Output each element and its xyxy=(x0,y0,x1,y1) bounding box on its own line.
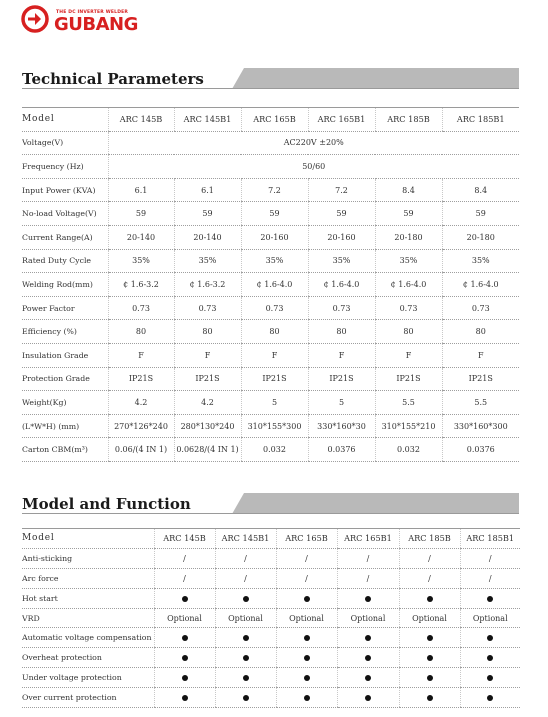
model-column-header: ARC 185B1 xyxy=(442,108,519,132)
row-label: Insulation Grade xyxy=(22,343,108,367)
feature-cell xyxy=(154,668,215,688)
value-cell: 0.73 xyxy=(308,296,375,320)
filled-dot-icon xyxy=(427,596,433,602)
row-label: No-load Voltage(V) xyxy=(22,202,108,226)
value-cell: 4.2 xyxy=(174,391,241,415)
feature-cell xyxy=(154,648,215,668)
feature-cell: Optional xyxy=(399,608,460,628)
technical-parameters-table xyxy=(22,107,519,462)
feature-cell xyxy=(460,588,520,608)
value-cell: F xyxy=(174,343,241,367)
value-cell: ¢ 1.6-4.0 xyxy=(442,273,519,297)
value-cell: F xyxy=(375,343,442,367)
value-cell: 4.2 xyxy=(108,391,174,415)
row-label: Under voltage protection xyxy=(22,668,154,688)
row-label: Protection Grade xyxy=(22,367,108,391)
feature-cell xyxy=(460,668,520,688)
value-cell: 8.4 xyxy=(442,178,519,202)
value-cell: F xyxy=(108,343,174,367)
value-cell: 35% xyxy=(174,249,241,273)
value-cell: 7.2 xyxy=(241,178,308,202)
feature-cell: Optional xyxy=(460,608,520,628)
feature-cell xyxy=(460,628,520,648)
feature-cell xyxy=(337,668,399,688)
row-label: Automatic voltage compensation xyxy=(22,628,154,648)
value-cell: 330*160*30 xyxy=(308,414,375,438)
feature-cell: / xyxy=(337,568,399,588)
value-cell: 0.0376 xyxy=(442,438,519,462)
value-cell: 35% xyxy=(241,249,308,273)
row-label: (L*W*H) (mm) xyxy=(22,414,108,438)
feature-cell xyxy=(215,688,276,708)
feature-cell: / xyxy=(399,548,460,568)
feature-cell: Optional xyxy=(337,608,399,628)
row-label: Welding Rod(mm) xyxy=(22,273,108,297)
model-column-header: ARC 165B xyxy=(276,529,337,549)
value-cell: 20-140 xyxy=(108,225,174,249)
gubang-logo-icon xyxy=(20,4,50,34)
table-row xyxy=(22,131,519,155)
value-cell: 20-180 xyxy=(375,225,442,249)
filled-dot-icon xyxy=(365,675,371,681)
value-cell: ¢ 1.6-4.0 xyxy=(241,273,308,297)
value-cell: F xyxy=(308,343,375,367)
filled-dot-icon xyxy=(243,596,249,602)
filled-dot-icon xyxy=(487,695,493,701)
value-cell: 80 xyxy=(442,320,519,344)
row-label: Input Power (KVA) xyxy=(22,178,108,202)
feature-cell: / xyxy=(460,548,520,568)
header-accent-bar xyxy=(232,68,519,89)
brand-logo xyxy=(20,4,160,38)
value-cell: ¢ 1.6-4.0 xyxy=(375,273,442,297)
value-cell: 80 xyxy=(308,320,375,344)
value-cell: 5 xyxy=(241,391,308,415)
value-cell: 0.032 xyxy=(375,438,442,462)
value-cell: 20-140 xyxy=(174,225,241,249)
table-header-row xyxy=(22,529,520,549)
row-label: Rated Duty Cycle xyxy=(22,249,108,273)
feature-cell xyxy=(276,588,337,608)
row-label: Weight(Kg) xyxy=(22,391,108,415)
row-label: Over current protection xyxy=(22,688,154,708)
filled-dot-icon xyxy=(487,655,493,661)
row-label: Current Range(A) xyxy=(22,225,108,249)
value-cell: 280*130*240 xyxy=(174,414,241,438)
feature-cell: / xyxy=(399,568,460,588)
filled-dot-icon xyxy=(427,675,433,681)
feature-cell xyxy=(276,628,337,648)
value-cell: IP21S xyxy=(241,367,308,391)
model-column-header: ARC 165B1 xyxy=(337,529,399,549)
value-cell: 59 xyxy=(442,202,519,226)
section-title: Model and Function xyxy=(22,495,191,513)
feature-cell xyxy=(215,668,276,688)
value-cell: 35% xyxy=(375,249,442,273)
brand-tagline: THE DC INVERTER WELDER xyxy=(56,10,129,15)
value-cell: 80 xyxy=(375,320,442,344)
feature-cell xyxy=(337,628,399,648)
row-label: Anti-sticking xyxy=(22,548,154,568)
table-row xyxy=(22,391,519,415)
row-label: Overheat protection xyxy=(22,648,154,668)
value-cell: 20-160 xyxy=(241,225,308,249)
feature-cell xyxy=(460,688,520,708)
table-row xyxy=(22,414,519,438)
table-row xyxy=(22,225,519,249)
table-row xyxy=(22,367,519,391)
table-row xyxy=(22,648,520,668)
feature-cell xyxy=(460,648,520,668)
model-function-table xyxy=(22,528,520,708)
feature-cell: / xyxy=(215,548,276,568)
feature-cell xyxy=(399,628,460,648)
filled-dot-icon xyxy=(243,635,249,641)
filled-dot-icon xyxy=(427,695,433,701)
row-label: Carton CBM(m³) xyxy=(22,438,108,462)
filled-dot-icon xyxy=(304,695,310,701)
filled-dot-icon xyxy=(427,655,433,661)
table-row xyxy=(22,155,519,179)
value-cell: 35% xyxy=(108,249,174,273)
table-row xyxy=(22,202,519,226)
header-accent-bar xyxy=(232,493,519,514)
feature-cell: Optional xyxy=(154,608,215,628)
table-row xyxy=(22,178,519,202)
value-cell: 270*126*240 xyxy=(108,414,174,438)
value-cell: 20-160 xyxy=(308,225,375,249)
feature-cell: / xyxy=(215,568,276,588)
value-cell: 20-180 xyxy=(442,225,519,249)
value-cell: 5 xyxy=(308,391,375,415)
value-cell: 0.06/(4 IN 1) xyxy=(108,438,174,462)
model-column-header: ARC 165B xyxy=(241,108,308,132)
value-cell: ¢ 1.6-3.2 xyxy=(174,273,241,297)
feature-cell xyxy=(399,648,460,668)
filled-dot-icon xyxy=(243,675,249,681)
row-label: Power Factor xyxy=(22,296,108,320)
value-cell: IP21S xyxy=(375,367,442,391)
table-row xyxy=(22,608,520,628)
row-label: Efficiency (%) xyxy=(22,320,108,344)
feature-cell xyxy=(337,648,399,668)
value-cell: 59 xyxy=(241,202,308,226)
feature-cell xyxy=(276,688,337,708)
row-label: Hot start xyxy=(22,588,154,608)
feature-cell: / xyxy=(460,568,520,588)
value-cell: 35% xyxy=(442,249,519,273)
value-cell: 0.73 xyxy=(241,296,308,320)
table-row xyxy=(22,568,520,588)
value-cell: 59 xyxy=(375,202,442,226)
feature-cell xyxy=(154,628,215,648)
feature-cell: / xyxy=(154,568,215,588)
table-row xyxy=(22,548,520,568)
value-cell: 35% xyxy=(308,249,375,273)
value-cell: F xyxy=(241,343,308,367)
merged-value-cell: AC220V ±20% xyxy=(108,131,519,155)
feature-cell xyxy=(276,668,337,688)
filled-dot-icon xyxy=(365,655,371,661)
filled-dot-icon xyxy=(427,635,433,641)
header-rule xyxy=(22,513,519,514)
filled-dot-icon xyxy=(182,695,188,701)
value-cell: 59 xyxy=(308,202,375,226)
value-cell: 6.1 xyxy=(174,178,241,202)
feature-cell xyxy=(215,648,276,668)
value-cell: 0.73 xyxy=(108,296,174,320)
table-row xyxy=(22,628,520,648)
value-cell: 0.0628/(4 IN 1) xyxy=(174,438,241,462)
value-cell: 8.4 xyxy=(375,178,442,202)
table-row xyxy=(22,688,520,708)
section-title: Technical Parameters xyxy=(22,70,204,88)
model-column-header: ARC 165B1 xyxy=(308,108,375,132)
feature-cell: Optional xyxy=(276,608,337,628)
table-row xyxy=(22,273,519,297)
filled-dot-icon xyxy=(487,596,493,602)
table-header-row xyxy=(22,108,519,132)
brand-name: GUBANG xyxy=(54,14,138,35)
value-cell: 80 xyxy=(174,320,241,344)
value-cell: IP21S xyxy=(442,367,519,391)
model-column-header: ARC 145B1 xyxy=(174,108,241,132)
feature-cell: / xyxy=(154,548,215,568)
value-cell: 310*155*210 xyxy=(375,414,442,438)
value-cell: 5.5 xyxy=(375,391,442,415)
header-label: Model xyxy=(22,108,108,132)
value-cell: 0.73 xyxy=(442,296,519,320)
table-row xyxy=(22,249,519,273)
table-row xyxy=(22,343,519,367)
row-label: Frequency (Hz) xyxy=(22,155,108,179)
filled-dot-icon xyxy=(487,675,493,681)
model-and-function-header xyxy=(0,492,548,514)
feature-cell: / xyxy=(276,568,337,588)
value-cell: 0.73 xyxy=(375,296,442,320)
filled-dot-icon xyxy=(365,695,371,701)
feature-cell xyxy=(154,588,215,608)
row-label: Arc force xyxy=(22,568,154,588)
filled-dot-icon xyxy=(304,635,310,641)
model-column-header: ARC 145B xyxy=(108,108,174,132)
feature-cell xyxy=(215,588,276,608)
value-cell: 6.1 xyxy=(108,178,174,202)
feature-cell: / xyxy=(337,548,399,568)
value-cell: 0.73 xyxy=(174,296,241,320)
header-label: Model xyxy=(22,529,154,549)
table-row xyxy=(22,320,519,344)
filled-dot-icon xyxy=(182,675,188,681)
technical-parameters-header xyxy=(0,67,548,89)
value-cell: 310*155*300 xyxy=(241,414,308,438)
feature-cell xyxy=(337,588,399,608)
table-row xyxy=(22,296,519,320)
value-cell: F xyxy=(442,343,519,367)
filled-dot-icon xyxy=(304,655,310,661)
filled-dot-icon xyxy=(243,655,249,661)
filled-dot-icon xyxy=(182,596,188,602)
value-cell: IP21S xyxy=(308,367,375,391)
filled-dot-icon xyxy=(304,675,310,681)
feature-cell xyxy=(276,648,337,668)
filled-dot-icon xyxy=(365,635,371,641)
feature-cell xyxy=(154,688,215,708)
row-label: VRD xyxy=(22,608,154,628)
value-cell: IP21S xyxy=(174,367,241,391)
header-rule xyxy=(22,88,519,89)
value-cell: 80 xyxy=(108,320,174,344)
filled-dot-icon xyxy=(304,596,310,602)
merged-value-cell: 50/60 xyxy=(108,155,519,179)
value-cell: 80 xyxy=(241,320,308,344)
row-label: Voltage(V) xyxy=(22,131,108,155)
filled-dot-icon xyxy=(243,695,249,701)
value-cell: 0.032 xyxy=(241,438,308,462)
feature-cell xyxy=(215,628,276,648)
feature-cell xyxy=(399,588,460,608)
table-row xyxy=(22,668,520,688)
value-cell: 7.2 xyxy=(308,178,375,202)
model-column-header: ARC 145B1 xyxy=(215,529,276,549)
model-column-header: ARC 185B xyxy=(375,108,442,132)
value-cell: 59 xyxy=(108,202,174,226)
feature-cell xyxy=(399,668,460,688)
value-cell: 5.5 xyxy=(442,391,519,415)
table-row xyxy=(22,438,519,462)
filled-dot-icon xyxy=(182,635,188,641)
feature-cell: / xyxy=(276,548,337,568)
value-cell: ¢ 1.6-4.0 xyxy=(308,273,375,297)
model-column-header: ARC 185B1 xyxy=(460,529,520,549)
model-column-header: ARC 145B xyxy=(154,529,215,549)
value-cell: ¢ 1.6-3.2 xyxy=(108,273,174,297)
feature-cell: Optional xyxy=(215,608,276,628)
filled-dot-icon xyxy=(487,635,493,641)
value-cell: 59 xyxy=(174,202,241,226)
value-cell: 330*160*300 xyxy=(442,414,519,438)
feature-cell xyxy=(337,688,399,708)
feature-cell xyxy=(399,688,460,708)
model-column-header: ARC 185B xyxy=(399,529,460,549)
value-cell: 0.0376 xyxy=(308,438,375,462)
value-cell: IP21S xyxy=(108,367,174,391)
filled-dot-icon xyxy=(182,655,188,661)
table-row xyxy=(22,588,520,608)
filled-dot-icon xyxy=(365,596,371,602)
